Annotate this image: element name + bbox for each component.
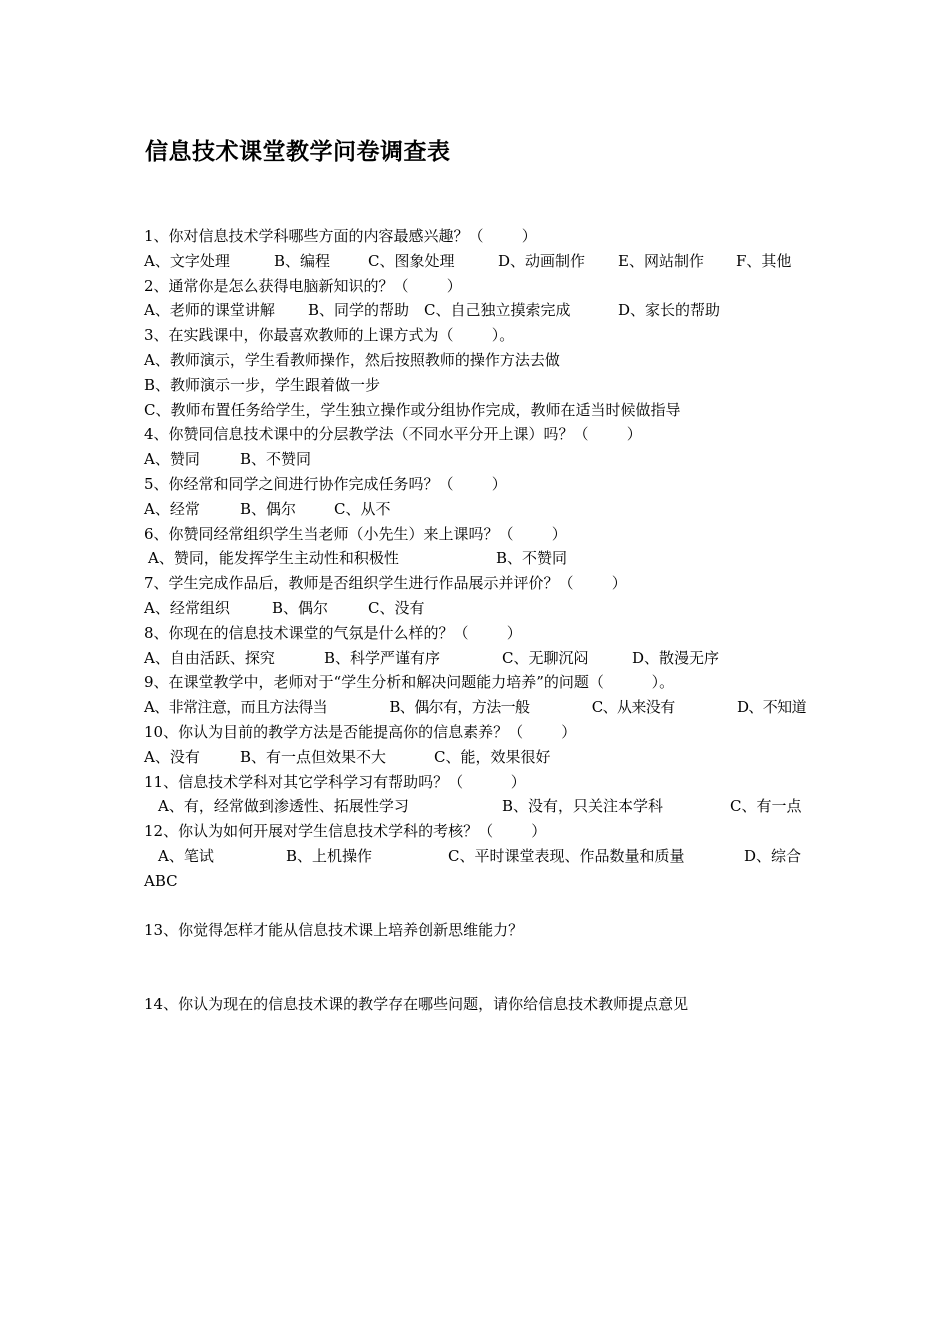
question-5: 5、你经常和同学之间进行协作完成任务吗？（ ） (144, 474, 507, 493)
question-11-options (144, 794, 814, 819)
question-8-options (144, 646, 814, 671)
q5-option-a: A、经常 (144, 499, 200, 518)
question-6-options (144, 546, 814, 571)
q1-option-a: A、文字处理 (144, 251, 230, 270)
q8-option-c: C、无聊沉闷 (502, 648, 589, 667)
question-2-options (144, 298, 814, 323)
q2-option-d: D、家长的帮助 (618, 301, 721, 320)
q12-option-a: A、笔试 (158, 846, 214, 865)
q5-option-b: B、偶尔 (240, 499, 297, 518)
q12-option-d: D、综合 (744, 846, 802, 865)
question-1-options (144, 249, 814, 274)
page-title: 信息技术课堂教学问卷调查表 (145, 138, 451, 165)
q5-option-c: C、从不 (334, 499, 391, 518)
q6-option-b: B、不赞同 (496, 549, 568, 568)
q1-option-d: D、动画制作 (498, 251, 586, 270)
q10-option-c: C、能，效果很好 (434, 747, 551, 766)
question-4: 4、你赞同信息技术课中的分层教学法（不同水平分开上课）吗？（ ） (144, 425, 642, 444)
question-6: 6、你赞同经常组织学生当老师（小先生）来上课吗？（ ） (144, 524, 567, 543)
q9-option-d: D、不知道 (736, 698, 806, 717)
question-5-options (144, 497, 814, 522)
question-13: 13、你觉得怎样才能从信息技术课上培养创新思维能力？ (144, 921, 524, 940)
question-10-options (144, 745, 814, 770)
q7-option-c: C、没有 (368, 598, 425, 617)
question-7-options (144, 596, 814, 621)
q1-option-e: E、网站制作 (618, 251, 704, 270)
q8-option-a: A、自由活跃、探究 (144, 648, 275, 667)
question-1: 1、你对信息技术学科哪些方面的内容最感兴趣？（ ） (144, 227, 537, 245)
q4-option-a: A、赞同 (144, 450, 200, 469)
q8-option-b: B、科学严谨有序 (324, 648, 441, 667)
question-8: 8、你现在的信息技术课堂的气氛是什么样的？（ ） (144, 623, 522, 642)
question-12-continuation: ABC (144, 871, 178, 890)
q3-option-c: C、教师布置任务给学生，学生独立操作或分组协作完成，教师在适当时候做指导 (144, 400, 681, 419)
q8-option-d: D、散漫无序 (632, 648, 720, 667)
q1-option-b: B、编程 (274, 251, 331, 270)
question-10: 10、你认为目前的教学方法是否能提高你的信息素养？（ ） (144, 722, 577, 741)
q9-option-c: C、从来没有 (591, 698, 675, 717)
q9-option-a: A、非常注意，而且方法得当 (144, 698, 328, 717)
q2-option-c: C、自己独立摸索完成 (424, 301, 571, 320)
question-7: 7、学生完成作品后，教师是否组织学生进行作品展示并评价？（ ） (144, 574, 627, 593)
q10-option-a: A、没有 (144, 747, 200, 766)
q1-option-f: F、其他 (736, 251, 792, 270)
question-14: 14、你认为现在的信息技术课的教学存在哪些问题，请你给信息技术教师提点意见 (144, 995, 689, 1014)
q11-option-b: B、没有，只关注本学科 (502, 797, 664, 816)
q11-option-c: C、有一点 (730, 797, 802, 816)
q3-option-b: B、教师演示一步，学生跟着做一步 (144, 375, 381, 394)
question-9-options (144, 695, 806, 720)
q12-option-b: B、上机操作 (286, 846, 373, 865)
question-12: 12、你认为如何开展对学生信息技术学科的考核？（ ） (144, 822, 547, 841)
question-11: 11、信息技术学科对其它学科学习有帮助吗？（ ） (144, 772, 526, 791)
question-9: 9、在课堂教学中，老师对于“学生分析和解决问题能力培养”的问题（ ）。 (144, 673, 675, 692)
q7-option-a: A、经常组织 (144, 598, 230, 617)
question-2: 2、通常你是怎么获得电脑新知识的？（ ） (144, 276, 462, 295)
q6-option-a: A、赞同，能发挥学生主动性和积极性 (148, 549, 399, 568)
q11-option-a: A、有，经常做到渗透性、拓展性学习 (158, 797, 409, 816)
q9-option-b: B、偶尔有，方法一般 (389, 698, 530, 717)
question-12-options (144, 844, 814, 869)
q2-option-b: B、同学的帮助 (308, 301, 410, 320)
question-3: 3、在实践课中，你最喜欢教师的上课方式为（ ）。 (144, 326, 515, 345)
q1-option-c: C、图象处理 (368, 251, 455, 270)
question-4-options (144, 447, 814, 472)
q10-option-b: B、有一点但效果不大 (240, 747, 387, 766)
q4-option-b: B、不赞同 (240, 450, 312, 469)
q3-option-a: A、教师演示，学生看教师操作，然后按照教师的操作方法去做 (144, 350, 560, 369)
questionnaire-body (144, 224, 814, 1017)
q7-option-b: B、偶尔 (272, 598, 329, 617)
q12-option-c: C、平时课堂表现、作品数量和质量 (448, 846, 685, 865)
q2-option-a: A、老师的课堂讲解 (144, 301, 275, 320)
